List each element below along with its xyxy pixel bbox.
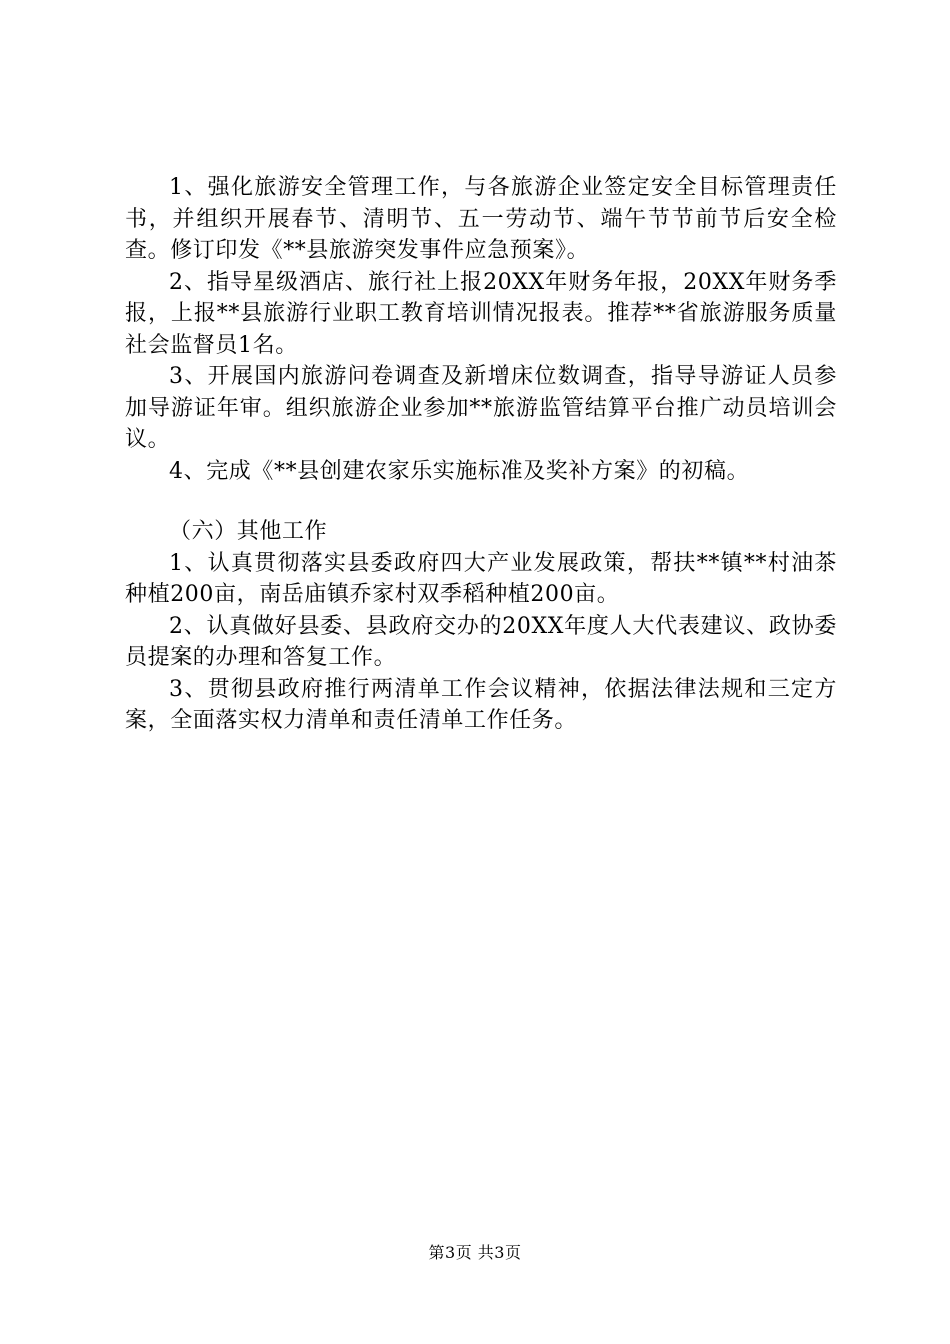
paragraph-farmstay-plan: 4、完成《**县创建农家乐实施标准及奖补方案》的初稿。 bbox=[169, 458, 750, 484]
paragraph-tourism-survey: 3、开展国内旅游问卷调查及新增床位数调查，指导导游证人员参加导游证年审。组织旅游企业参加**旅游监管结算平台推广动员培训会议。 bbox=[125, 364, 837, 452]
document-body bbox=[125, 172, 837, 737]
section-heading-other-work: （六）其他工作 bbox=[169, 519, 328, 544]
paragraph-two-lists: 3、贯彻县政府推行两清单工作会议精神，依据法律法规和三定方案，全面落实权力清单和责任清单工作任务。 bbox=[125, 676, 837, 733]
paragraph-industry-policy: 1、认真贯彻落实县委政府四大产业发展政策，帮扶**镇**村油茶种植200亩，南岳庙镇乔家村双季稻种植200亩。 bbox=[125, 550, 837, 607]
paragraph-financial-reports: 2、指导星级酒店、旅行社上报20XX年财务年报，20XX年财务季报，上报**县旅游行业职工教育培训情况报表。推荐**省旅游服务质量社会监督员1名。 bbox=[125, 269, 837, 358]
paragraph-proposal-handling: 2、认真做好县委、县政府交办的20XX年度人大代表建议、政协委员提案的办理和答复工作。 bbox=[125, 613, 837, 670]
page-number-footer: 第3页 共3页 bbox=[428, 1243, 522, 1262]
paragraph-safety-management: 1、强化旅游安全管理工作，与各旅游企业签定安全目标管理责任书，并组织开展春节、清明节、五一劳动节、端午节节前节后安全检查。修订印发《**县旅游突发事件应急预案》。 bbox=[125, 175, 837, 263]
